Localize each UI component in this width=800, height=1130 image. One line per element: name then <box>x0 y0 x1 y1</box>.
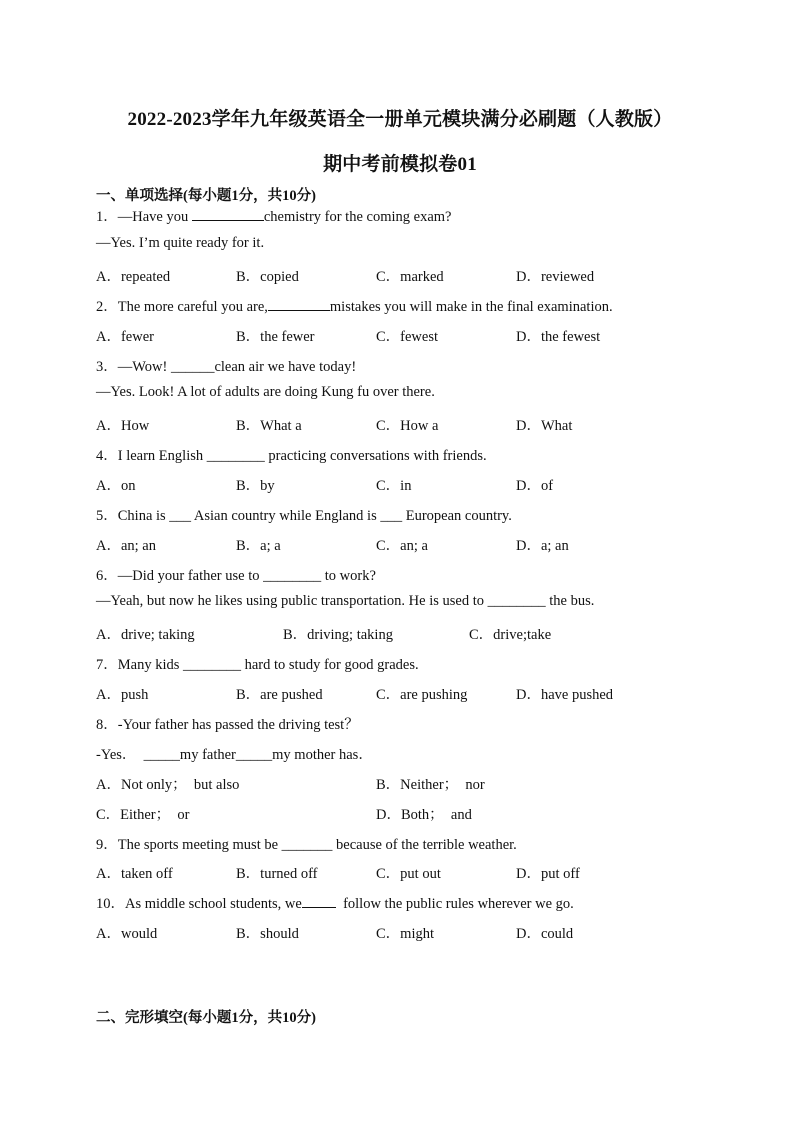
option-b: B．are pushed <box>236 687 323 703</box>
option-d: D．could <box>516 926 574 942</box>
question-10-text-b: follow the public rules wherever we go. <box>335 896 574 912</box>
option-c: C．put out <box>376 866 441 882</box>
document-title: 2022-2023学年九年级英语全一册单元模块满分必刷题（人教版） <box>127 109 673 130</box>
option-c: C．are pushing <box>376 687 468 703</box>
option-c: C．drive;take <box>469 627 552 643</box>
section-heading-cloze: 二、完形填空(每小题1分，共10分) <box>96 1010 316 1026</box>
option-b: B．the fewer <box>236 329 315 345</box>
option-a: A．How <box>96 418 150 434</box>
answer-blank <box>192 207 264 221</box>
option-d: D．of <box>516 478 554 494</box>
option-a: A．Not only； but also <box>96 777 240 793</box>
question-6-stem: 6．—Did your father use to ________ to work? <box>96 568 376 584</box>
answer-blank <box>302 894 336 908</box>
question-1-text-a: 1．—Have you <box>96 209 192 225</box>
option-a: A．fewer <box>96 329 154 345</box>
question-3-stem: 3．—Wow! ______clean air we have today! <box>96 359 357 375</box>
option-b: B．Neither； nor <box>376 777 485 793</box>
option-b: B．by <box>236 478 275 494</box>
option-d: D．a; an <box>516 538 569 554</box>
question-2-stem <box>96 295 613 316</box>
option-d: D．put off <box>516 866 580 882</box>
question-3-reply: —Yes. Look! A lot of adults are doing Kung fu over there. <box>96 384 435 400</box>
section-heading-single-choice: 一、单项选择(每小题1分，共10分) <box>96 188 316 204</box>
option-c: C．How a <box>376 418 439 434</box>
question-10-stem <box>96 892 574 913</box>
option-b: B．copied <box>236 269 299 285</box>
question-2-text-a: 2．The more careful you are, <box>96 299 268 315</box>
option-b: B．turned off <box>236 866 318 882</box>
option-c: C．Either； or <box>96 807 190 823</box>
option-c: C．an; a <box>376 538 428 554</box>
option-b: B．should <box>236 926 299 942</box>
option-a: A．drive; taking <box>96 627 195 643</box>
option-b: B．What a <box>236 418 302 434</box>
option-c: C．might <box>376 926 435 942</box>
document-subtitle: 期中考前模拟卷01 <box>323 154 477 175</box>
option-a: A．push <box>96 687 149 703</box>
option-d: D．reviewed <box>516 269 595 285</box>
option-a: A．taken off <box>96 866 173 882</box>
question-8-stem: 8．-Your father has passed the driving test？ <box>96 717 359 733</box>
option-a: A．on <box>96 478 136 494</box>
option-a: A．repeated <box>96 269 171 285</box>
option-d: D．What <box>516 418 573 434</box>
question-6-reply: —Yeah, but now he likes using public transportation. He is used to ________ the bus. <box>96 593 595 609</box>
option-a: A．would <box>96 926 158 942</box>
option-c: C．marked <box>376 269 444 285</box>
option-b: B．driving; taking <box>283 627 393 643</box>
question-8-reply: -Yes． _____my father_____my mother has． <box>96 747 373 763</box>
option-d: D．the fewest <box>516 329 601 345</box>
question-1-stem <box>96 205 451 226</box>
option-d: D．have pushed <box>516 687 614 703</box>
option-d: D．Both； and <box>376 807 472 823</box>
question-10-text-a: 10．As middle school students, we <box>96 896 302 912</box>
answer-blank <box>268 297 330 311</box>
question-4-stem: 4．I learn English ________ practicing conversations with friends. <box>96 448 487 464</box>
question-7-stem: 7．Many kids ________ hard to study for good grades. <box>96 657 419 673</box>
option-c: C．in <box>376 478 412 494</box>
question-1-text-b: chemistry for the coming exam? <box>263 209 452 225</box>
question-5-stem: 5．China is ___ Asian country while England is ___ European country. <box>96 508 512 524</box>
option-b: B．a; a <box>236 538 281 554</box>
question-9-stem: 9．The sports meeting must be _______ because of the terrible weather. <box>96 837 517 853</box>
option-c: C．fewest <box>376 329 439 345</box>
option-a: A．an; an <box>96 538 156 554</box>
question-1-reply: —Yes. I’m quite ready for it. <box>96 235 265 251</box>
question-2-text-b: mistakes you will make in the final examination. <box>329 299 613 315</box>
